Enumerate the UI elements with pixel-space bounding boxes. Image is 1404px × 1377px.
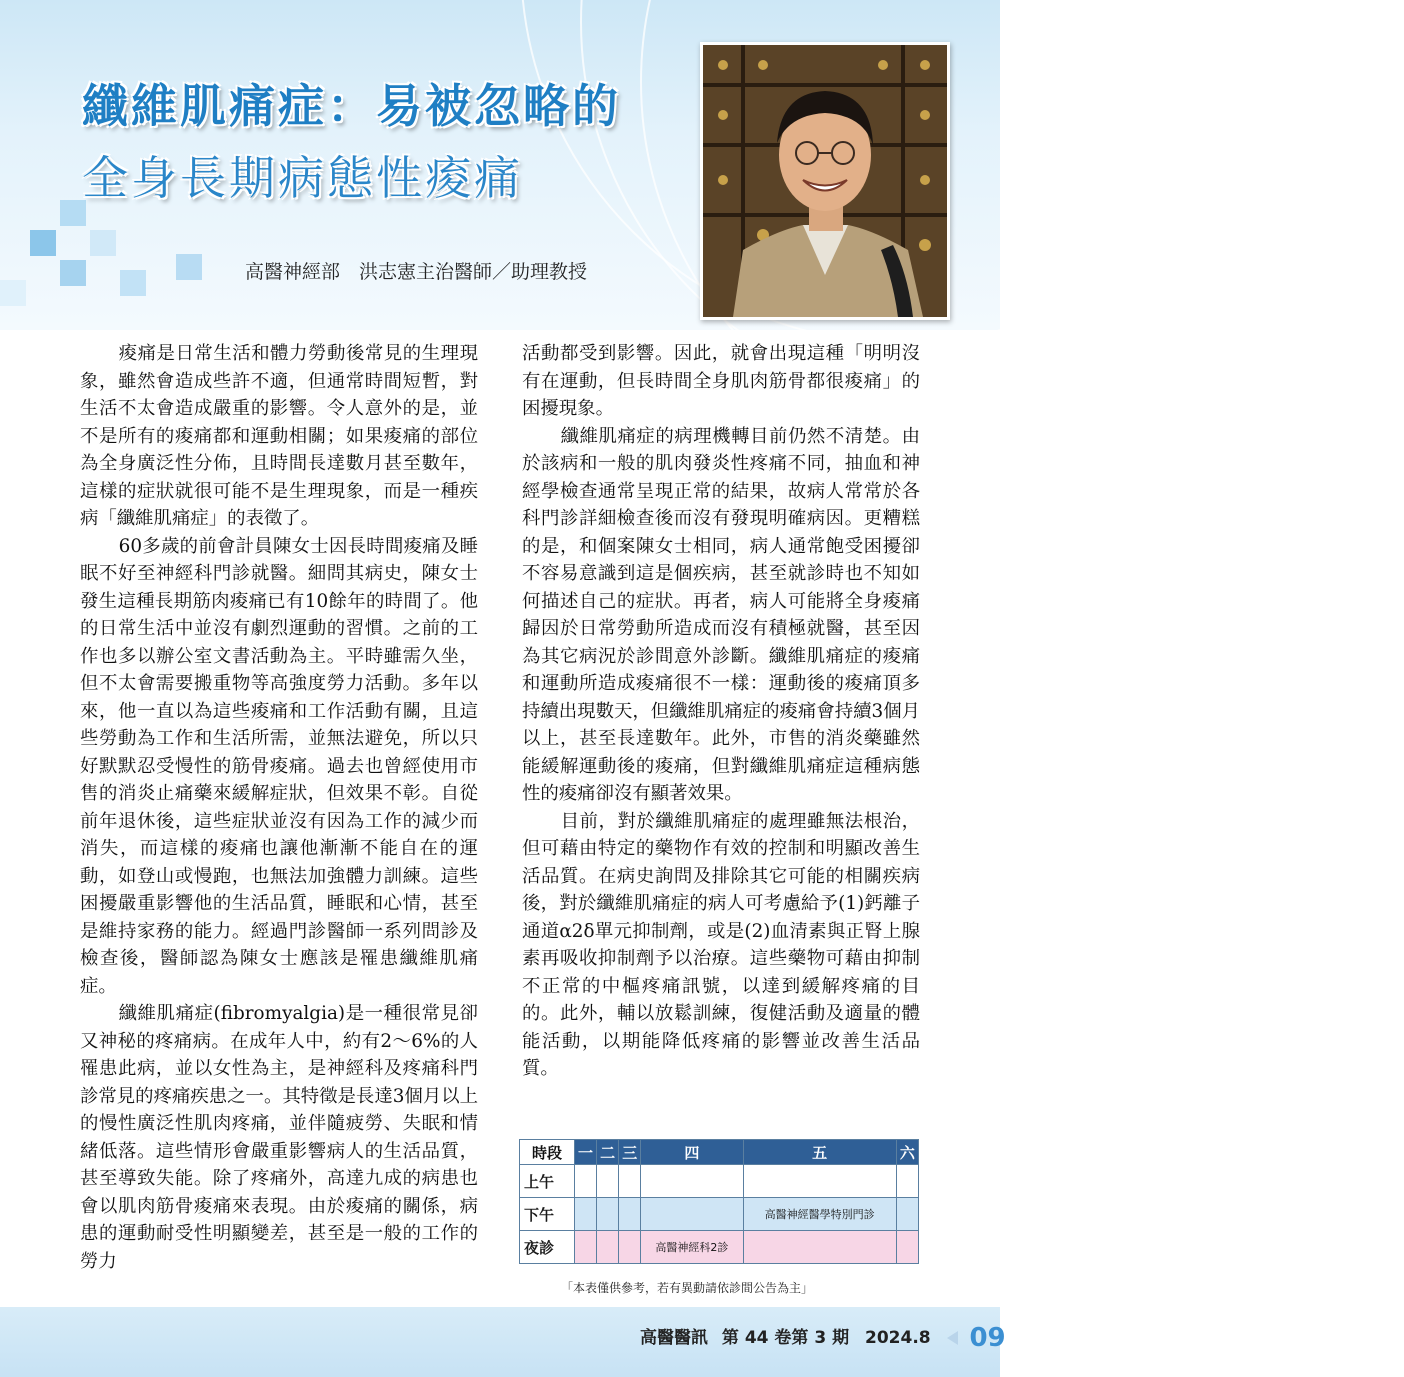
schedule-cell: 高醫神經科2診 [641, 1231, 743, 1264]
clinic-schedule-table [519, 1139, 919, 1264]
schedule-corner-label: 時段 [520, 1140, 575, 1165]
right-text-column [522, 340, 920, 1083]
schedule-cell [896, 1231, 918, 1264]
left-text-column [80, 340, 478, 1275]
schedule-cell [575, 1198, 597, 1231]
schedule-row-label: 上午 [520, 1165, 575, 1198]
decorative-square [90, 230, 116, 256]
paragraph: 目前，對於纖維肌痛症的處理雖無法根治，但可藉由特定的藥物作有效的控制和明顯改善生活品質。在病史詢問及排除其它可能的相關疾病後，對於纖維肌痛症的病人可考慮給予(1)鈣離子通道α2δ單元抑制劑，或是(2)血清素與正腎上腺素再吸收抑制劑予以治療。這些藥物可藉由抑制不正常的中樞疼痛訊號，以達到緩解疼痛的目的。此外，輔以放鬆訓練，復健活動及適量的體能活動，以期能降低疼痛的影響並改善生活品質。 [522, 810, 920, 1079]
schedule-cell [597, 1165, 619, 1198]
paragraph: 60多歲的前會計員陳女士因長時間痠痛及睡眠不好至神經科門診就醫。細問其病史，陳女士發生這種長期筋肉痠痛已有10餘年的時間了。他的日常生活中並沒有劇烈運動的習慣。之前的工作也多以辦公室文書活動為主。平時雖需久坐，但不太會需要搬重物等高強度勞力活動。多年以來，他一直以為這些痠痛和工作活動有關，且這些勞動為工作和生活所需，並無法避免，所以只好默默忍受慢性的筋骨痠痛。過去也曾經使用市售的消炎止痛藥來緩解症狀，但效果不彰。自從前年退休後，這些症狀並沒有因為工作的減少而消失，而這樣的痠痛也讓他漸漸不能自在的運動，如登山或慢跑，也無法加強體力訓練。這些困擾嚴重影響他的生活品質，睡眠和心情，甚至是維持家務的能力。經過門診醫師一系列問診及檢查後，醫師認為陳女士應該是罹患纖維肌痛症。 [80, 535, 478, 997]
schedule-cell [597, 1198, 619, 1231]
schedule-cell [619, 1231, 641, 1264]
schedule-cell [641, 1165, 743, 1198]
schedule-row-label: 夜診 [520, 1231, 575, 1264]
schedule-note: 「本表僅供參考，若有異動請依診間公告為主」 [561, 1281, 814, 1295]
portrait-illustration [703, 45, 947, 317]
journal-issue: 第 44 卷第 3 期 [721, 1328, 850, 1348]
doctor-portrait-photo [700, 42, 950, 320]
schedule-cell [896, 1198, 918, 1231]
schedule-row-afternoon [520, 1198, 919, 1231]
paragraph: 纖維肌痛症的病理機轉目前仍然不清楚。由於該病和一般的肌肉發炎性疼痛不同，抽血和神經學檢查通常呈現正常的結果，故病人常常於各科門診詳細檢查後而沒有發現明確病因。更糟糕的是，和個案陳女士相同，病人通常飽受困擾卻不容易意識到這是個疾病，甚至就診時也不知如何描述自己的症狀。再者，病人可能將全身痠痛歸因於日常勞動所造成而沒有積極就醫，甚至因為其它病況於診間意外診斷。纖維肌痛症的痠痛和運動所造成痠痛很不一樣：運動後的痠痛頂多持續出現數天，但纖維肌痛症的痠痛會持續3個月以上，甚至長達數年。此外，市售的消炎藥雖然能緩解運動後的痠痛，但對纖維肌痛症這種病態性的痠痛卻沒有顯著效果。 [522, 425, 920, 804]
schedule-day-header: 六 [896, 1140, 918, 1165]
schedule-cell [597, 1231, 619, 1264]
schedule-day-header: 五 [743, 1140, 896, 1165]
schedule-cell [743, 1165, 896, 1198]
decorative-square [120, 270, 146, 296]
schedule-cell [896, 1165, 918, 1198]
schedule-cell [619, 1165, 641, 1198]
schedule-cell [575, 1231, 597, 1264]
author-byline: 高醫神經部 洪志憲主治醫師／助理教授 [245, 261, 588, 283]
paragraph: 痠痛是日常生活和體力勞動後常見的生理現象，雖然會造成些許不適，但通常時間短暫，對生活不太會造成嚴重的影響。令人意外的是，並不是所有的痠痛都和運動相關；如果痠痛的部位為全身廣泛性分佈，且時間長達數月甚至數年，這樣的症狀就很可能不是生理現象，而是一種疾病「纖維肌痛症」的表徵了。 [80, 343, 478, 529]
paragraph: 纖維肌痛症(fibromyalgia)是一種很常見卻又神秘的疼痛病。在成年人中，約有2～6%的人罹患此病，並以女性為主，是神經科及疼痛科門診常見的疼痛疾患之一。其特徵是長達3個月以上的慢性廣泛性肌肉疼痛，並伴隨疲勞、失眠和情緒低落。這些情形會嚴重影響病人的生活品質，甚至導致失能。除了疼痛外，高達九成的病患也會以肌肉筋骨痠痛來表現。由於痠痛的關係，病患的運動耐受性明顯變差，甚至是一般的工作的勞力 [80, 1003, 478, 1272]
schedule-row-label: 下午 [520, 1198, 575, 1231]
schedule-cell [575, 1165, 597, 1198]
decorative-square [60, 260, 86, 286]
schedule-cell [743, 1231, 896, 1264]
schedule-cell: 高醫神經醫學特別門診 [743, 1198, 896, 1231]
decorative-square [0, 280, 26, 306]
page-footer [640, 1323, 1006, 1353]
article-title-line2: 全身長期病態性痠痛 [82, 151, 523, 205]
schedule-day-header: 三 [619, 1140, 641, 1165]
journal-name: 高醫醫訊 [640, 1328, 708, 1348]
schedule-row-evening [520, 1231, 919, 1264]
schedule-header-row [520, 1140, 919, 1165]
schedule-day-header: 一 [575, 1140, 597, 1165]
schedule-cell [641, 1198, 743, 1231]
article-title-line1: 纖維肌痛症：易被忽略的 [82, 79, 621, 133]
schedule-row-morning [520, 1165, 919, 1198]
triangle-marker-icon [947, 1331, 958, 1345]
page-number: 09 [969, 1323, 1006, 1353]
schedule-day-header: 四 [641, 1140, 743, 1165]
paragraph-continued: 活動都受到影響。因此，就會出現這種「明明沒有在運動，但長時間全身肌肉筋骨都很痠痛」的困擾現象。 [522, 343, 920, 419]
decorative-square [176, 254, 202, 280]
schedule-day-header: 二 [597, 1140, 619, 1165]
issue-date: 2024.8 [865, 1328, 931, 1348]
decorative-square [30, 230, 56, 256]
schedule-cell [619, 1198, 641, 1231]
